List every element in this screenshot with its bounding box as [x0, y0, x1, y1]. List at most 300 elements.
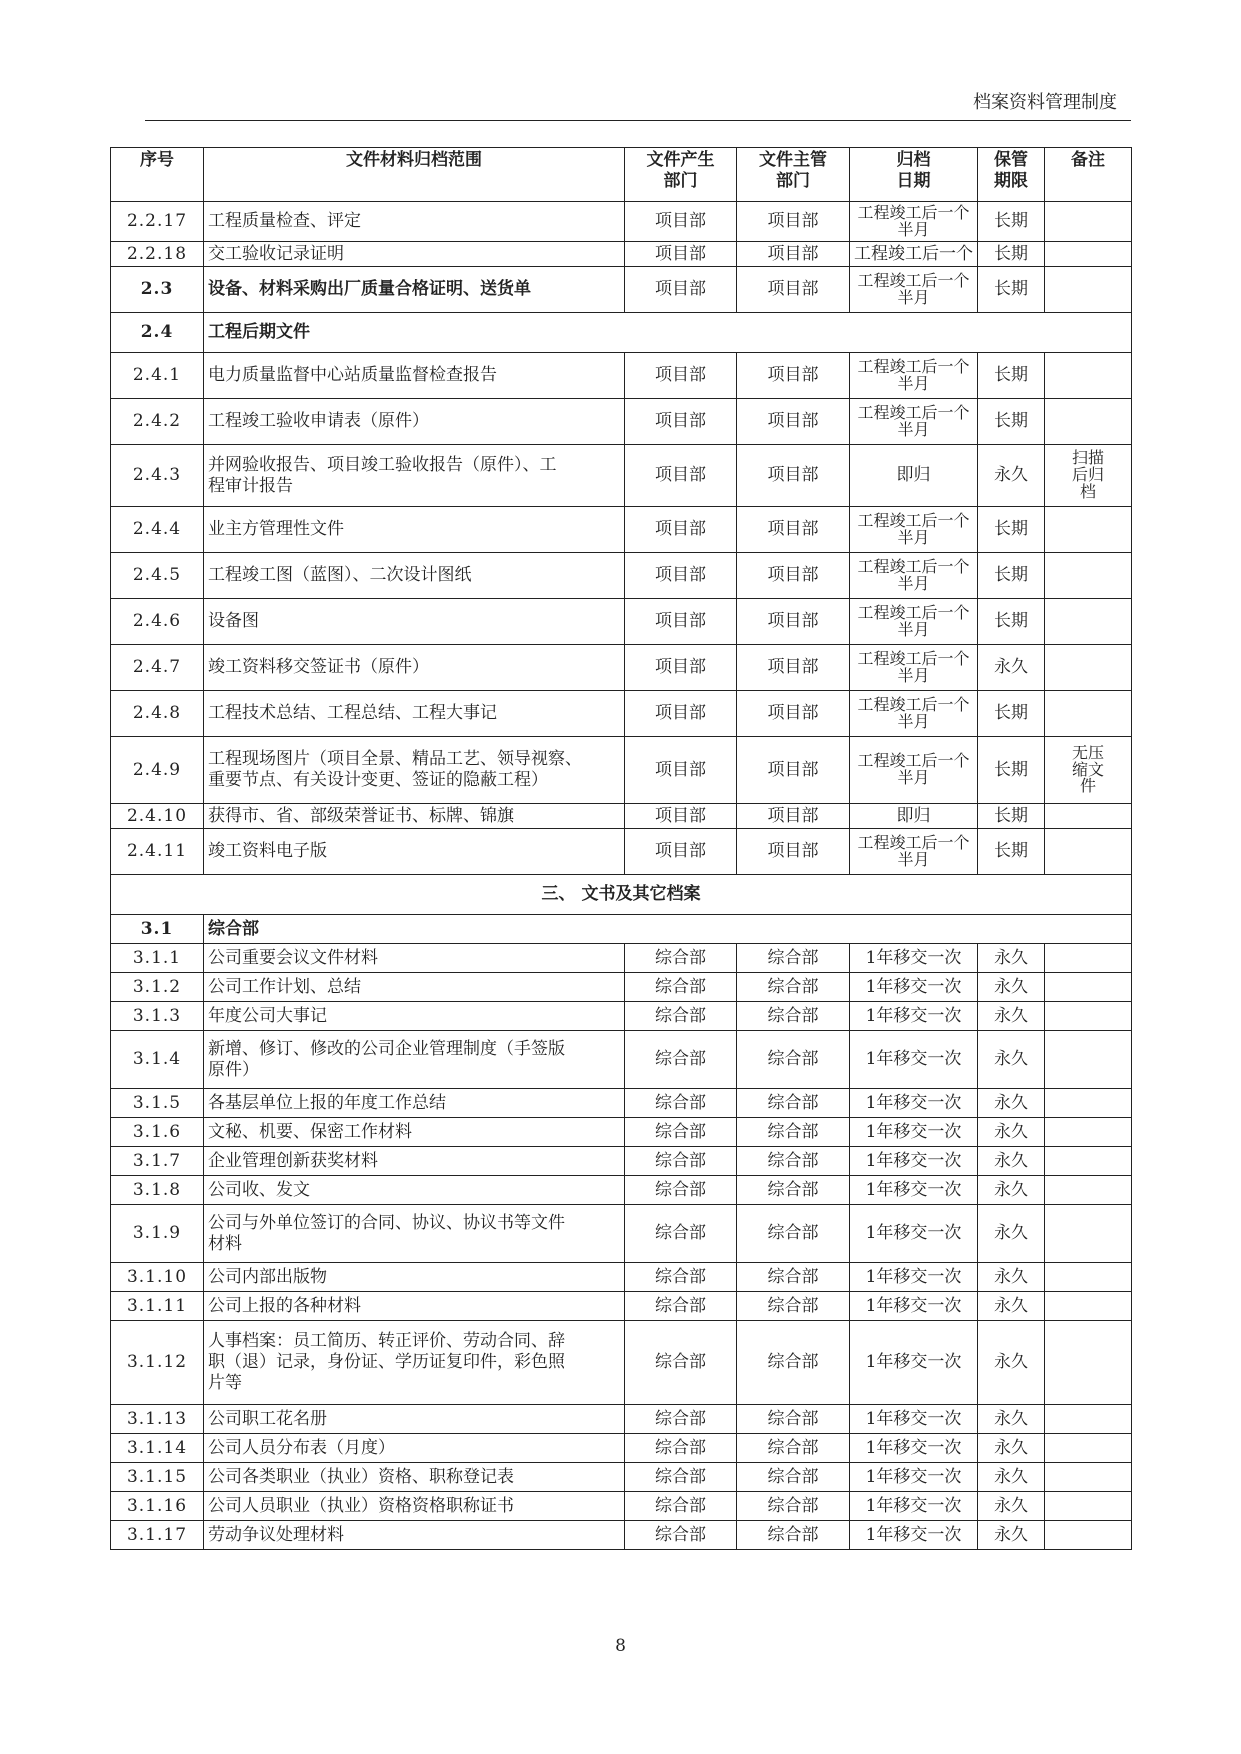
managing-dept-cell: 综合部 — [737, 944, 850, 973]
retention-period-cell: 长期 — [978, 353, 1045, 399]
cell-text-line: 工程竣工后一个 — [857, 402, 970, 422]
cell-text-line: 片等 — [208, 1372, 242, 1393]
cell-text-line: 缩文 — [1071, 759, 1104, 779]
producing-dept-cell: 综合部 — [625, 1089, 737, 1118]
note-cell — [1045, 1521, 1132, 1550]
managing-dept-cell: 综合部 — [737, 1405, 850, 1434]
table-row — [111, 944, 1132, 973]
cell-text-line: 职（退）记录，身份证、学历证复印件，彩色照 — [208, 1352, 565, 1373]
filing-date-cell — [850, 553, 978, 599]
producing-dept-cell: 项目部 — [625, 553, 737, 599]
managing-dept-cell: 综合部 — [737, 1002, 850, 1031]
cell-text-line: 文秘、机要、保密工作材料 — [208, 1121, 412, 1142]
note-cell — [1045, 944, 1132, 973]
retention-period-cell: 永久 — [978, 1521, 1045, 1550]
scope-cell — [204, 1434, 625, 1463]
scope-cell — [204, 1089, 625, 1118]
column-header-line: 部门 — [663, 170, 698, 191]
scope-cell — [204, 645, 625, 691]
row-number: 3.1.7 — [111, 1147, 204, 1176]
cell-text-line: 半月 — [897, 711, 930, 731]
filing-date-cell — [850, 1405, 978, 1434]
table-row — [111, 1521, 1132, 1550]
scope-cell — [204, 737, 625, 804]
retention-period-cell: 长期 — [978, 599, 1045, 645]
category-title — [204, 313, 1132, 353]
note-cell — [1045, 829, 1132, 875]
cell-text-line: 工程竣工后一个 — [857, 356, 970, 376]
scope-cell — [204, 202, 625, 242]
cell-text-line: 获得市、省、部级荣誉证书、标牌、锦旗 — [208, 805, 514, 826]
cell-text-line: 公司职工花名册 — [208, 1408, 327, 1429]
cell-text-line: 即归 — [896, 465, 931, 486]
column-header-line: 期限 — [994, 170, 1028, 191]
column-header-line: 文件产生 — [646, 150, 715, 170]
cell-text-line: 1年移交一次 — [865, 1524, 962, 1545]
cell-text-line: 年度公司大事记 — [208, 1005, 327, 1026]
filing-date-cell — [850, 1434, 978, 1463]
cell-text-line: 后归 — [1071, 465, 1104, 485]
cell-text-line: 半月 — [897, 665, 930, 685]
scope-cell — [204, 1002, 625, 1031]
cell-text-line: 工程竣工后一个 — [857, 510, 970, 530]
retention-period-cell: 永久 — [978, 1292, 1045, 1321]
retention-period-cell: 长期 — [978, 829, 1045, 875]
cell-text-line: 工程竣工图（蓝图）、二次设计图纸 — [208, 565, 472, 586]
cell-text-line: 1年移交一次 — [865, 1121, 962, 1142]
scope-cell — [204, 1205, 625, 1263]
managing-dept-cell: 项目部 — [737, 737, 850, 804]
table-row — [111, 507, 1132, 553]
managing-dept-cell: 项目部 — [737, 202, 850, 242]
retention-period-cell: 永久 — [978, 1089, 1045, 1118]
retention-period-cell: 长期 — [978, 553, 1045, 599]
filing-date-cell — [850, 1089, 978, 1118]
producing-dept-cell: 综合部 — [625, 973, 737, 1002]
cell-text-line: 1年移交一次 — [865, 1266, 962, 1287]
cell-text-line: 件 — [1079, 776, 1096, 796]
managing-dept-cell: 项目部 — [737, 553, 850, 599]
row-number: 2.4 — [111, 313, 204, 353]
note-cell — [1045, 445, 1132, 507]
note-cell — [1045, 399, 1132, 445]
cell-text-line: 公司与外单位签订的合同、协议、协议书等文件 — [208, 1212, 565, 1233]
scope-cell — [204, 553, 625, 599]
cell-text-line: 综合部 — [208, 918, 259, 939]
producing-dept-cell: 综合部 — [625, 1205, 737, 1263]
cell-text-line: 公司内部出版物 — [208, 1266, 327, 1287]
row-number: 3.1.2 — [111, 973, 204, 1002]
table-row — [111, 1492, 1132, 1521]
note-cell — [1045, 202, 1132, 242]
cell-text-line: 1年移交一次 — [865, 1437, 962, 1458]
managing-dept-cell: 项目部 — [737, 804, 850, 829]
retention-period-cell: 长期 — [978, 804, 1045, 829]
cell-text-line: 半月 — [897, 219, 930, 239]
cell-text-line: 并网验收报告、项目竣工验收报告（原件）、工 — [208, 454, 557, 475]
cell-text-line: 公司工作计划、总结 — [208, 976, 361, 997]
managing-dept-cell: 项目部 — [737, 599, 850, 645]
filing-date-cell — [850, 445, 978, 507]
category-row — [111, 313, 1132, 353]
producing-dept-cell: 项目部 — [625, 737, 737, 804]
managing-dept-cell: 综合部 — [737, 1292, 850, 1321]
filing-date-cell — [850, 1176, 978, 1205]
cell-text-line: 工程质量检查、评定 — [208, 211, 361, 232]
row-number: 2.4.9 — [111, 737, 204, 804]
note-cell — [1045, 1463, 1132, 1492]
retention-period-cell: 永久 — [978, 1492, 1045, 1521]
managing-dept-cell: 综合部 — [737, 1434, 850, 1463]
cell-text-line: 工程竣工后一个 — [857, 694, 970, 714]
table-row — [111, 1263, 1132, 1292]
producing-dept-cell: 项目部 — [625, 445, 737, 507]
row-number: 2.4.5 — [111, 553, 204, 599]
table-row — [111, 645, 1132, 691]
cell-text-line: 半月 — [897, 573, 930, 593]
section-row — [111, 875, 1132, 915]
producing-dept-cell: 项目部 — [625, 353, 737, 399]
filing-date-cell — [850, 242, 978, 267]
scope-cell — [204, 507, 625, 553]
managing-dept-cell: 综合部 — [737, 1031, 850, 1089]
cell-text-line: 半月 — [897, 527, 930, 547]
producing-dept-cell: 项目部 — [625, 202, 737, 242]
filing-date-cell — [850, 737, 978, 804]
cell-text-line: 工程现场图片（项目全景、精品工艺、领导视察、 — [208, 749, 582, 770]
producing-dept-cell: 综合部 — [625, 1463, 737, 1492]
note-cell — [1045, 353, 1132, 399]
note-cell — [1045, 1292, 1132, 1321]
table-row — [111, 1434, 1132, 1463]
cell-text-line: 半月 — [897, 849, 930, 869]
cell-text-line: 业主方管理性文件 — [208, 519, 344, 540]
cell-text-line: 档 — [1079, 481, 1096, 501]
producing-dept-cell: 项目部 — [625, 399, 737, 445]
filing-date-cell — [850, 1118, 978, 1147]
filing-date-cell — [850, 1002, 978, 1031]
cell-text-line: 半月 — [897, 373, 930, 393]
producing-dept-cell: 综合部 — [625, 1434, 737, 1463]
row-number: 3.1.9 — [111, 1205, 204, 1263]
table-header-row — [111, 148, 1132, 202]
managing-dept-cell: 综合部 — [737, 973, 850, 1002]
cell-text-line: 工程竣工后一个 — [857, 202, 970, 222]
producing-dept-cell: 综合部 — [625, 1321, 737, 1405]
row-number: 2.2.17 — [111, 202, 204, 242]
filing-date-cell — [850, 1521, 978, 1550]
managing-dept-cell: 项目部 — [737, 691, 850, 737]
scope-cell — [204, 1118, 625, 1147]
cell-text-line: 1年移交一次 — [865, 1150, 962, 1171]
cell-text-line: 1年移交一次 — [865, 1466, 962, 1487]
cell-text-line: 工程竣工后一个 — [857, 751, 970, 771]
retention-period-cell: 永久 — [978, 1147, 1045, 1176]
retention-period-cell: 永久 — [978, 1263, 1045, 1292]
row-number: 3.1.16 — [111, 1492, 204, 1521]
row-number: 3.1.14 — [111, 1434, 204, 1463]
retention-period-cell: 长期 — [978, 507, 1045, 553]
producing-dept-cell: 综合部 — [625, 944, 737, 973]
note-cell — [1045, 507, 1132, 553]
scope-cell — [204, 242, 625, 267]
note-cell — [1045, 1031, 1132, 1089]
managing-dept-cell: 项目部 — [737, 445, 850, 507]
cell-text-line: 1年移交一次 — [865, 1223, 962, 1244]
producing-dept-cell: 综合部 — [625, 1263, 737, 1292]
retention-period-cell: 长期 — [978, 202, 1045, 242]
scope-cell — [204, 1263, 625, 1292]
cell-text-line: 公司收、发文 — [208, 1179, 310, 1200]
row-number: 3.1.4 — [111, 1031, 204, 1089]
column-header-no: 序号 — [111, 148, 204, 202]
cell-text-line: 1年移交一次 — [865, 1049, 962, 1070]
table-row — [111, 553, 1132, 599]
scope-cell — [204, 445, 625, 507]
row-number: 3.1.15 — [111, 1463, 204, 1492]
note-cell — [1045, 1205, 1132, 1263]
producing-dept-cell: 项目部 — [625, 599, 737, 645]
table-row — [111, 399, 1132, 445]
row-number: 2.4.7 — [111, 645, 204, 691]
table-row — [111, 1205, 1132, 1263]
cell-text-line: 半月 — [897, 768, 930, 787]
producing-dept-cell: 项目部 — [625, 691, 737, 737]
scope-cell — [204, 944, 625, 973]
cell-text-line: 无压 — [1071, 742, 1104, 762]
filing-date-cell — [850, 1147, 978, 1176]
producing-dept-cell: 综合部 — [625, 1292, 737, 1321]
table-row — [111, 1147, 1132, 1176]
scope-cell — [204, 353, 625, 399]
filing-date-cell — [850, 1463, 978, 1492]
scope-cell — [204, 1463, 625, 1492]
column-header-retention-period — [978, 148, 1045, 202]
row-number: 3.1.3 — [111, 1002, 204, 1031]
cell-text-line: 交工验收记录证明 — [208, 243, 344, 264]
header-rule — [145, 120, 1131, 121]
managing-dept-cell: 项目部 — [737, 829, 850, 875]
retention-period-cell: 永久 — [978, 973, 1045, 1002]
cell-text-line: 程审计报告 — [208, 475, 293, 496]
producing-dept-cell: 项目部 — [625, 804, 737, 829]
row-number: 3.1.11 — [111, 1292, 204, 1321]
retention-period-cell: 长期 — [978, 242, 1045, 267]
scope-cell — [204, 1292, 625, 1321]
managing-dept-cell: 综合部 — [737, 1118, 850, 1147]
row-number: 2.4.3 — [111, 445, 204, 507]
column-header-line: 保管 — [994, 150, 1028, 170]
cell-text-line: 1年移交一次 — [865, 1495, 962, 1516]
table-row — [111, 353, 1132, 399]
note-cell — [1045, 691, 1132, 737]
cell-text-line: 公司人员职业（执业）资格资格职称证书 — [208, 1495, 514, 1516]
managing-dept-cell: 项目部 — [737, 267, 850, 313]
cell-text-line: 1年移交一次 — [865, 1179, 962, 1200]
cell-text-line: 1年移交一次 — [865, 1092, 962, 1113]
producing-dept-cell: 综合部 — [625, 1492, 737, 1521]
category-title — [204, 915, 1132, 944]
cell-text-line: 1年移交一次 — [865, 1005, 962, 1026]
producing-dept-cell: 项目部 — [625, 829, 737, 875]
cell-text-line: 材料 — [208, 1233, 242, 1254]
filing-date-cell — [850, 1321, 978, 1405]
running-header: 档案资料管理制度 — [973, 92, 1117, 113]
table-row — [111, 691, 1132, 737]
filing-date-cell — [850, 353, 978, 399]
filing-date-cell — [850, 645, 978, 691]
cell-text-line: 设备图 — [208, 611, 259, 632]
cell-text-line: 半月 — [897, 287, 930, 307]
cell-text-line: 公司重要会议文件材料 — [208, 947, 378, 968]
scope-cell — [204, 267, 625, 313]
producing-dept-cell: 项目部 — [625, 267, 737, 313]
cell-text-line: 工程后期文件 — [208, 322, 310, 343]
table-row — [111, 202, 1132, 242]
table-row — [111, 1118, 1132, 1147]
scope-cell — [204, 1147, 625, 1176]
column-header-line: 归档 — [896, 150, 931, 170]
cell-text-line: 重要节点、有关设计变更、签证的隐蔽工程） — [208, 770, 548, 790]
row-number: 3.1.8 — [111, 1176, 204, 1205]
row-number: 2.4.10 — [111, 804, 204, 829]
table-row — [111, 973, 1132, 1002]
note-cell — [1045, 1263, 1132, 1292]
retention-period-cell: 永久 — [978, 1002, 1045, 1031]
table-row — [111, 599, 1132, 645]
table-row — [111, 737, 1132, 804]
cell-text-line: 工程竣工验收申请表（原件） — [208, 411, 429, 432]
cell-text-line: 1年移交一次 — [865, 1295, 962, 1316]
row-number: 3.1.17 — [111, 1521, 204, 1550]
row-number: 2.4.11 — [111, 829, 204, 875]
cell-text-line: 即归 — [896, 805, 931, 826]
cell-text-line: 工程竣工后一个 — [857, 270, 970, 290]
note-cell — [1045, 973, 1132, 1002]
managing-dept-cell: 综合部 — [737, 1263, 850, 1292]
cell-text-line: 新增、修订、修改的公司企业管理制度（手签版 — [208, 1038, 565, 1059]
note-cell — [1045, 1321, 1132, 1405]
cell-text-line: 设备、材料采购出厂质量合格证明、送货单 — [208, 279, 531, 300]
cell-text-line: 1年移交一次 — [865, 1408, 962, 1429]
producing-dept-cell: 综合部 — [625, 1118, 737, 1147]
filing-date-cell — [850, 1263, 978, 1292]
retention-period-cell: 永久 — [978, 944, 1045, 973]
cell-text-line: 各基层单位上报的年度工作总结 — [208, 1092, 446, 1113]
cell-text-line: 扫描 — [1071, 448, 1104, 468]
managing-dept-cell: 项目部 — [737, 242, 850, 267]
note-cell — [1045, 1492, 1132, 1521]
table-row — [111, 1463, 1132, 1492]
cell-text-line: 工程竣工后一个 — [854, 243, 973, 264]
retention-period-cell: 长期 — [978, 737, 1045, 804]
filing-date-cell — [850, 1205, 978, 1263]
filing-date-cell — [850, 202, 978, 242]
row-number: 2.2.18 — [111, 242, 204, 267]
producing-dept-cell: 综合部 — [625, 1176, 737, 1205]
cell-text-line: 半月 — [897, 619, 930, 639]
producing-dept-cell: 综合部 — [625, 1147, 737, 1176]
row-number: 2.3 — [111, 267, 204, 313]
managing-dept-cell: 综合部 — [737, 1147, 850, 1176]
note-cell — [1045, 1405, 1132, 1434]
managing-dept-cell: 综合部 — [737, 1463, 850, 1492]
note-cell — [1045, 1434, 1132, 1463]
managing-dept-cell: 综合部 — [737, 1089, 850, 1118]
cell-text-line: 公司人员分布表（月度） — [208, 1437, 395, 1458]
column-header-line: 部门 — [776, 170, 810, 191]
table-body — [111, 202, 1132, 1550]
cell-text-line: 公司上报的各种材料 — [208, 1295, 361, 1316]
table-row — [111, 445, 1132, 507]
row-number: 3.1.13 — [111, 1405, 204, 1434]
cell-text-line: 1年移交一次 — [865, 976, 962, 997]
category-row — [111, 915, 1132, 944]
retention-period-cell: 永久 — [978, 645, 1045, 691]
retention-period-cell: 长期 — [978, 691, 1045, 737]
retention-period-cell: 长期 — [978, 267, 1045, 313]
table-row — [111, 1089, 1132, 1118]
filing-date-cell — [850, 399, 978, 445]
filing-date-cell — [850, 804, 978, 829]
note-cell — [1045, 267, 1132, 313]
cell-text-line: 电力质量监督中心站质量监督检查报告 — [208, 365, 497, 386]
cell-text-line: 企业管理创新获奖材料 — [208, 1150, 378, 1171]
scope-cell — [204, 599, 625, 645]
column-header-note: 备注 — [1045, 148, 1132, 202]
row-number: 2.4.2 — [111, 399, 204, 445]
cell-text-line: 原件） — [208, 1059, 259, 1080]
retention-period-cell: 永久 — [978, 1321, 1045, 1405]
row-number: 3.1.6 — [111, 1118, 204, 1147]
column-header-scope: 文件材料归档范围 — [204, 148, 625, 202]
cell-text-line: 工程竣工后一个 — [857, 648, 970, 668]
retention-period-cell: 永久 — [978, 1434, 1045, 1463]
row-number: 3.1.12 — [111, 1321, 204, 1405]
note-cell — [1045, 1147, 1132, 1176]
managing-dept-cell: 项目部 — [737, 507, 850, 553]
retention-period-cell: 永久 — [978, 1405, 1045, 1434]
producing-dept-cell: 项目部 — [625, 507, 737, 553]
note-cell — [1045, 1176, 1132, 1205]
managing-dept-cell: 项目部 — [737, 353, 850, 399]
table-row — [111, 804, 1132, 829]
cell-text-line: 竣工资料移交签证书（原件） — [208, 657, 429, 678]
note-cell — [1045, 599, 1132, 645]
scope-cell — [204, 1176, 625, 1205]
note-cell — [1045, 242, 1132, 267]
scope-cell — [204, 973, 625, 1002]
row-number: 2.4.1 — [111, 353, 204, 399]
note-cell — [1045, 1118, 1132, 1147]
table-row — [111, 267, 1132, 313]
row-number: 2.4.6 — [111, 599, 204, 645]
column-header-line: 日期 — [896, 170, 931, 191]
retention-period-cell: 永久 — [978, 1118, 1045, 1147]
cell-text-line: 劳动争议处理材料 — [208, 1524, 344, 1545]
column-header-managing-dept — [737, 148, 850, 202]
retention-period-cell: 永久 — [978, 445, 1045, 507]
scope-cell — [204, 804, 625, 829]
producing-dept-cell: 综合部 — [625, 1521, 737, 1550]
table-row — [111, 829, 1132, 875]
column-header-line: 文件主管 — [759, 150, 827, 170]
retention-period-cell: 永久 — [978, 1205, 1045, 1263]
filing-date-cell — [850, 1492, 978, 1521]
scope-cell — [204, 1492, 625, 1521]
row-number: 3.1.10 — [111, 1263, 204, 1292]
filing-date-cell — [850, 944, 978, 973]
